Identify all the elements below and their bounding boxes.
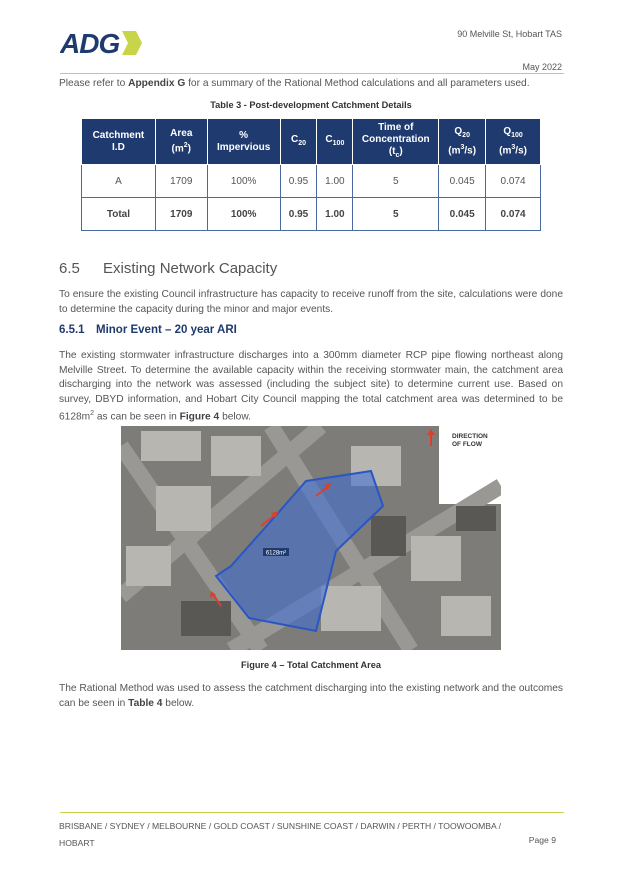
catchment-table [81, 118, 541, 231]
section-6-5-1-heading: 6.5.1 Minor Event – 20 year ARI [59, 324, 237, 336]
section-6-5-paragraph: To ensure the existing Council infrastructure has capacity to receive runoff from the site, calculations were done to determine the capacity during the minor and major events. [59, 289, 563, 315]
footer-office-locations: BRISBANE / SYDNEY / MELBOURNE / GOLD COAST / SUNSHINE COAST / DARWIN / PERTH / TOOWOOMBA / HOBART [59, 821, 502, 848]
table-4-reference: Table 4 [128, 697, 163, 709]
closing-paragraph: The Rational Method was used to assess the catchment discharging into the existing network and the outcomes can be seen in Table 4 below. [59, 683, 563, 709]
section-6-5-heading: 6.5 Existing Network Capacity [59, 260, 278, 277]
table-header-row [82, 119, 541, 165]
table-row: A 1709 100% 0.95 1.00 5 0.045 0.074 [82, 165, 541, 198]
appendix-g-reference: Appendix G [128, 78, 186, 89]
legend-flow-label: OF FLOW [452, 441, 482, 448]
header-divider [60, 73, 564, 74]
figure-4-reference: Figure 4 [179, 411, 220, 423]
section-6-5-1-paragraph: The existing stormwater infrastructure discharges into a 300mm diameter RCP pipe flowing northeast along Melville Street. To determine the available capacity within the receiving stormwater main, the catchment area discharging into the network was assessed (including the subject site) to determine current use. Based on survey, DBYD information, and Hobart City Council mapping the total catchment area was determined to be $6128m^2$ as can be seen in Figure 4 below. [59, 350, 563, 423]
legend-direction-label: DIRECTION [452, 433, 488, 440]
adg-logo [60, 28, 142, 58]
catchment-area-label: 6128m² [265, 550, 287, 557]
table-3-caption: Table 3 - Post-development Catchment Details [210, 100, 412, 110]
header-date: May 2022 [522, 62, 562, 72]
col-c20: $C_{20}$ [280, 119, 317, 165]
catchment-aerial-map [121, 426, 501, 650]
table-total-row: Total 1709 100% 0.95 1.00 5 0.045 0.074 [82, 198, 541, 231]
footer-divider [60, 812, 564, 813]
col-q100: $Q_{100}$ $(m^3/s)$ [486, 119, 541, 165]
intro-paragraph: Please refer to Appendix G for a summary of the Rational Method calculations and all parameters used. [59, 78, 530, 89]
col-time-of-concentration: Time of Concentration $(t_c)$ [353, 119, 439, 165]
page-number: Page 9 [528, 835, 556, 845]
svg-text:ADG: ADG [60, 28, 120, 58]
col-area: Area $(m^2)$ [155, 119, 207, 165]
col-c100: $C_{100}$ [317, 119, 353, 165]
col-catchment-id: Catchment I.D [82, 119, 156, 165]
figure-4-caption: Figure 4 – Total Catchment Area [241, 660, 381, 670]
col-q20: $Q_{20}$ $(m^3/s)$ [439, 119, 486, 165]
col-impervious: % Impervious [207, 119, 280, 165]
header-address: 90 Melville St, Hobart TAS [457, 29, 562, 39]
